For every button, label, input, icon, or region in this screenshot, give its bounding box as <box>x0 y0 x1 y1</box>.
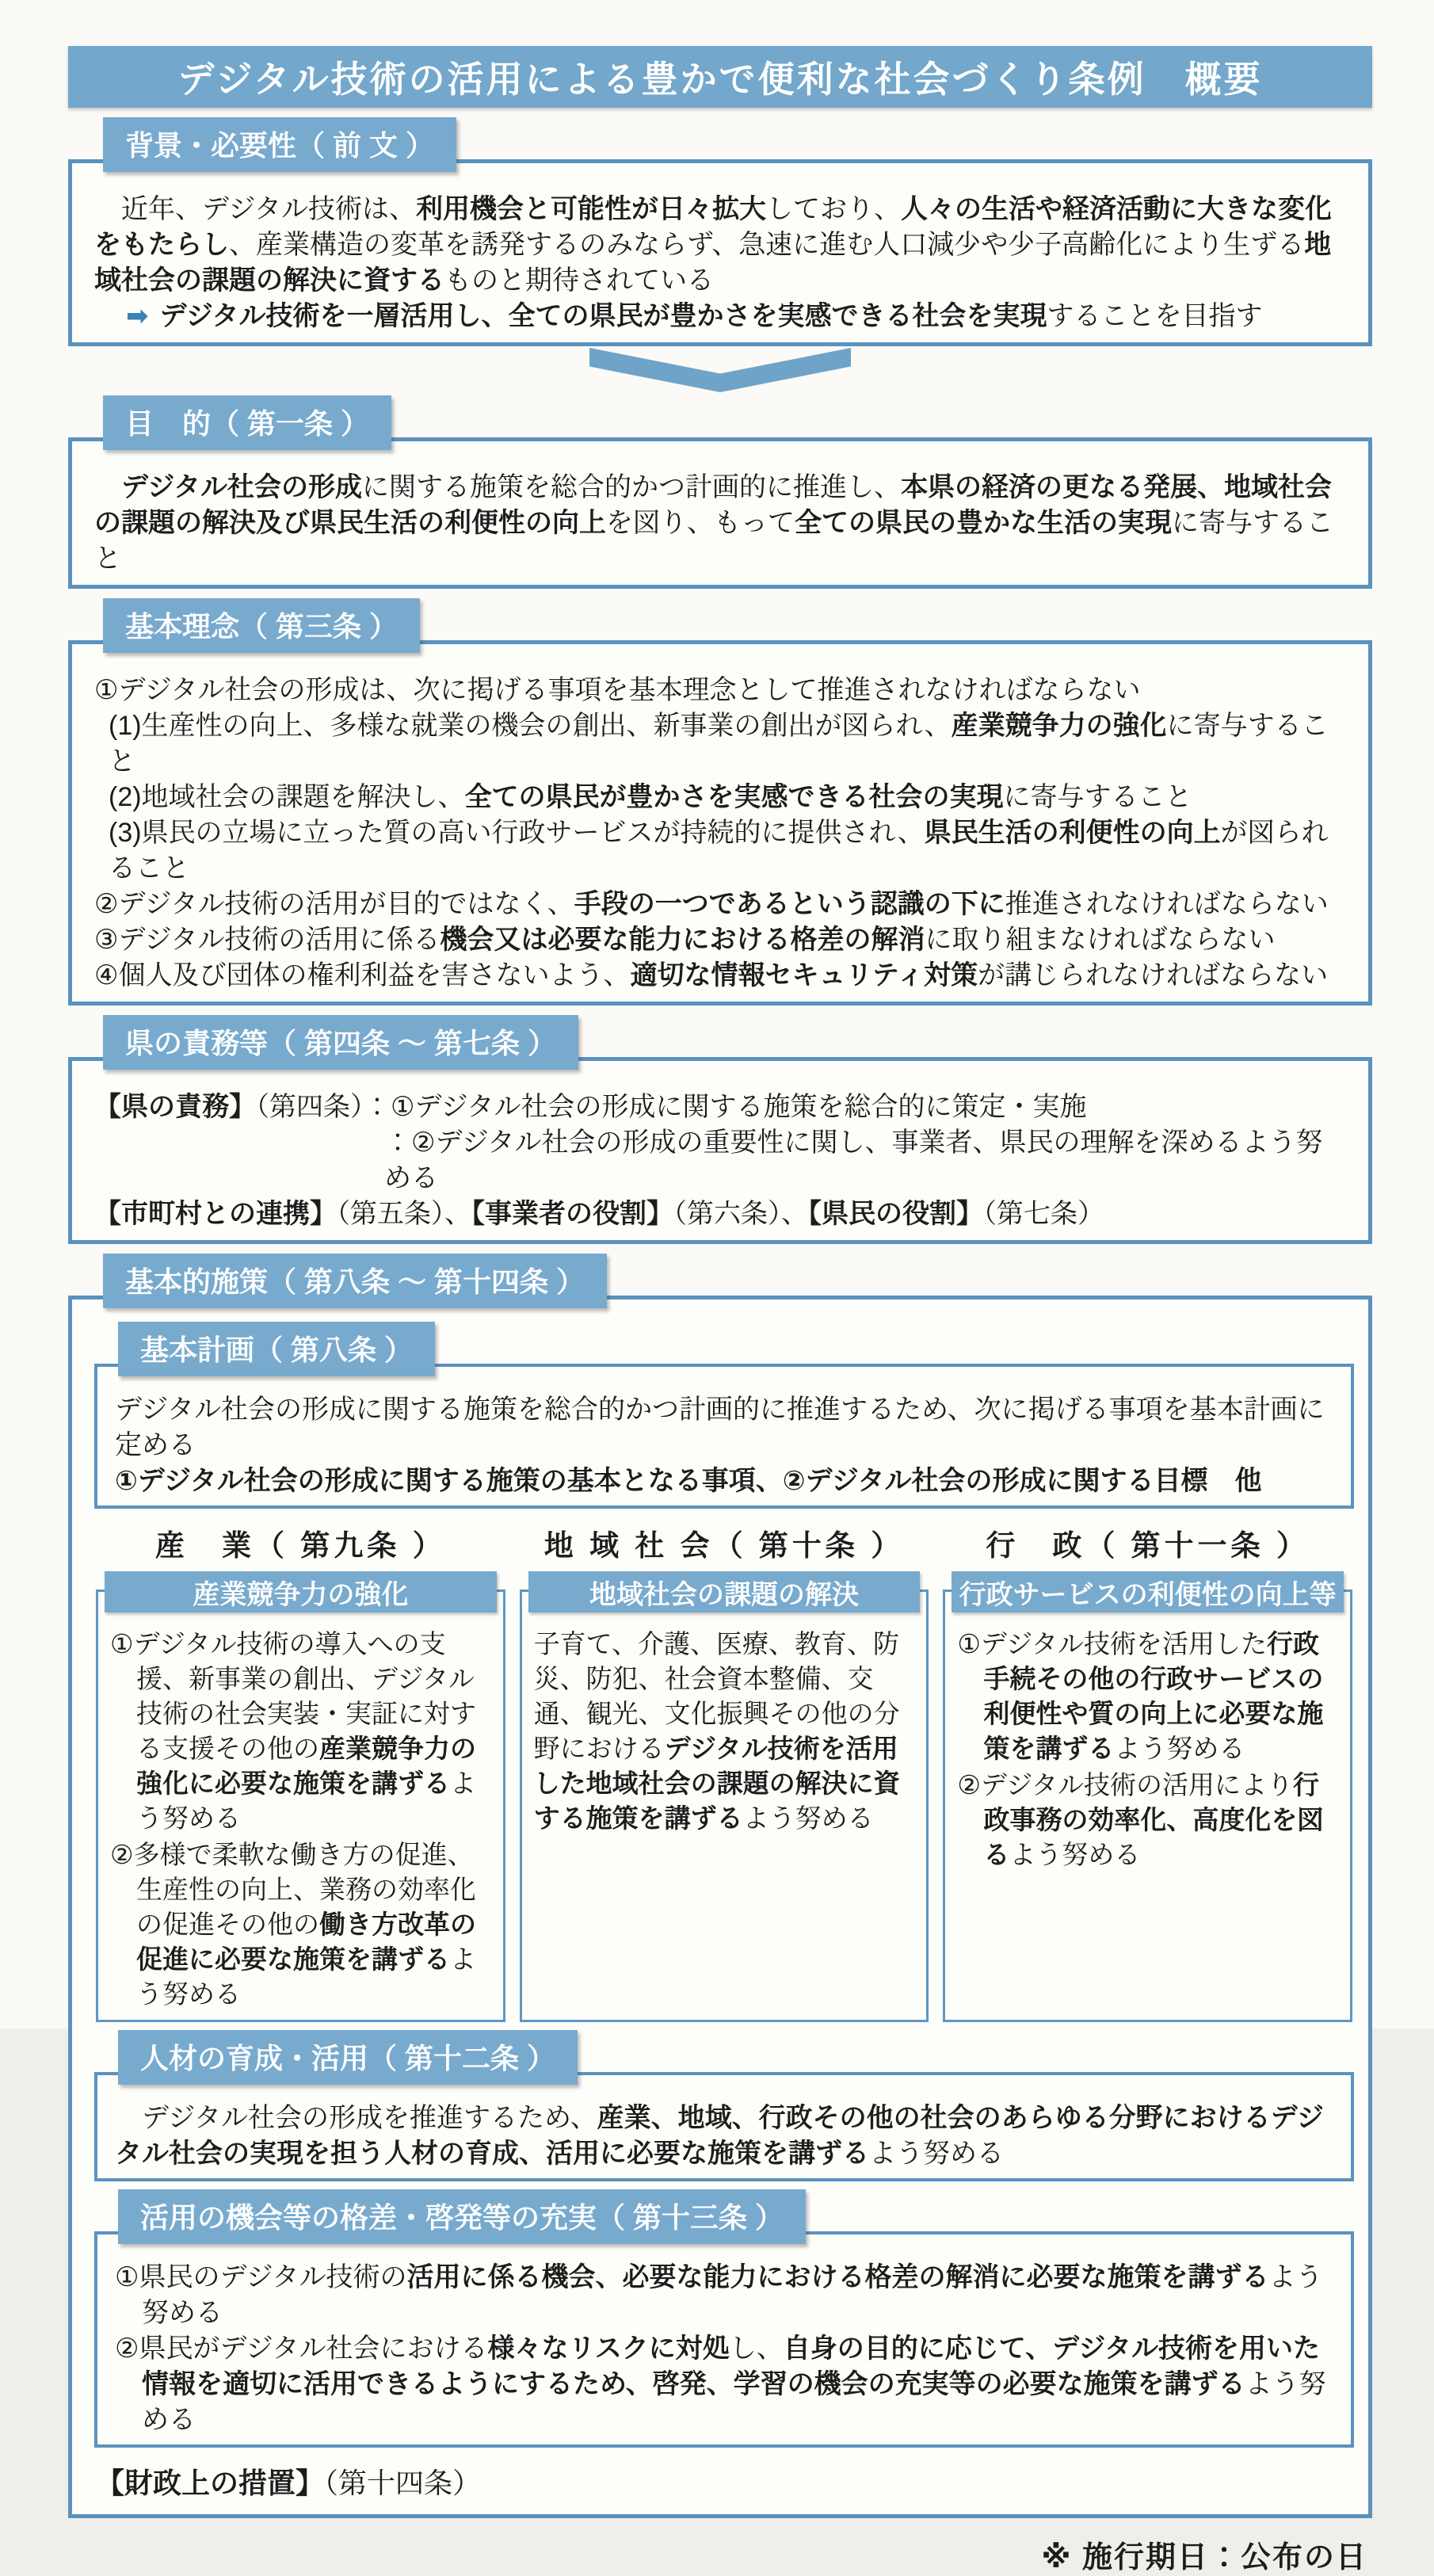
column-industry <box>94 1521 507 2022</box>
column-community-item: 子育て、介護、医療、教育、防災、防犯、社会資本整備、交通、観光、文化振興その他の分野におけるデジタル技術を活用した地域社会の課題の解決に資する施策を講ずるよう努める <box>533 1629 900 1833</box>
duties-line: 【市町村との連携】（第五条）、【事業者の役割】（第六条）、【県民の役割】（第七条） <box>94 1199 1104 1229</box>
gap-box <box>94 2231 1354 2448</box>
subsection-basic-plan <box>94 1322 1354 1509</box>
column-industry-box <box>96 1579 505 2022</box>
duties-line: 【県の責務】（第四条）：①デジタル社会の形成に関する施策を総合的に策定・実施 <box>94 1092 1087 1122</box>
basic-plan-line: ①デジタル社会の形成に関する施策の基本となる事項、②デジタル社会の形成に関する目標 他 <box>115 1466 1262 1496</box>
basic-plan-box <box>94 1364 1354 1509</box>
column-industry-title: 産 業（ 第九条 ） <box>155 1529 446 1562</box>
gap-line: ①県民のデジタル技術の活用に係る機会、必要な能力における格差の解消に必要な施策を講ずるよう努める <box>115 2262 1323 2328</box>
principles-line: ④個人及び団体の権利利益を害さないよう、適切な情報セキュリティ対策が講じられなければならない <box>94 960 1329 990</box>
principles-line: ②デジタル技術の活用が目的ではなく、手段の一つであるという認識の下に推進されなければならない <box>94 889 1329 919</box>
section-background <box>68 117 1372 346</box>
section-measures-heading: 基本的施策（ 第八条 ～ 第十四条 ） <box>103 1254 607 1308</box>
column-government-heading: 行政サービスの利便性の向上等 <box>952 1571 1344 1612</box>
column-community-box <box>520 1579 929 2022</box>
section-duties-heading: 県の責務等（ 第四条 ～ 第七条 ） <box>103 1015 578 1070</box>
fiscal-measures-line: 【財政上の措置】（第十四条） <box>96 2467 482 2499</box>
column-industry-item: ①デジタル技術の導入への支援、新事業の創出、デジタル技術の社会実装・実証に対する支援その他の産業競争力の強化に必要な施策を講ずるよう努める <box>110 1629 476 1833</box>
section-principles <box>68 598 1372 1006</box>
subsection-talent <box>94 2030 1354 2181</box>
duties-line: ：②デジタル社会の形成の重要性に関し、事業者、県民の理解を深めるよう努める <box>384 1128 1323 1193</box>
measures-columns <box>94 1521 1354 2022</box>
talent-box <box>94 2072 1354 2181</box>
section-principles-box <box>68 640 1372 1006</box>
section-duties-box <box>68 1057 1372 1244</box>
subsection-gap <box>94 2189 1354 2448</box>
talent-heading: 人材の育成・活用（ 第十二条 ） <box>118 2030 578 2085</box>
principles-line: (1)生産性の向上、多様な就業の機会の創出、新事業の創出が図られ、産業競争力の強化に寄与すること <box>109 711 1329 777</box>
section-duties <box>68 1015 1372 1244</box>
column-government-item: ①デジタル技術を活用した行政手続その他の行政サービスの利便性や質の向上に必要な施策を講ずるよう努める <box>957 1629 1324 1763</box>
background-goal-line <box>94 299 1349 334</box>
arrow-right-icon: ➡ <box>126 301 149 331</box>
column-government <box>941 1521 1354 2022</box>
talent-text: デジタル社会の形成を推進するため、産業、地域、行政その他の社会のあらゆる分野におけるデジタル社会の実現を担う人材の育成、活用に必要な施策を講ずるよう努める <box>115 2103 1324 2169</box>
column-government-item: ②デジタル技術の活用により行政事務の効率化、高度化を図るよう努める <box>957 1770 1324 1869</box>
section-measures <box>68 1254 1372 2518</box>
purpose-text: デジタル社会の形成に関する施策を総合的かつ計画的に推進し、本県の経済の更なる発展、地域社会の課題の解決及び県民生活の利便性の向上を図り、もって全ての県民の豊かな生活の実現に寄与すること <box>94 472 1333 574</box>
principles-line: (3)県民の立場に立った質の高い行政サービスが持続的に提供され、県民生活の利便性の向上が図られること <box>109 818 1329 883</box>
column-industry-heading: 産業競争力の強化 <box>105 1571 497 1612</box>
column-government-title: 行 政（ 第十一条 ） <box>986 1529 1310 1562</box>
section-background-heading: 背景・必要性（ 前 文 ） <box>103 117 456 172</box>
arrow-down-icon <box>589 348 851 392</box>
background-text: 近年、デジタル技術は、利用機会と可能性が日々拡大しており、人々の生活や経済活動に大きな変化をもたらし、産業構造の変革を誘発するのみならず、急速に進む人口減少や少子高齢化により生ずる地域社会の課題の解決に資するものと期待されている <box>94 194 1332 296</box>
principles-line: (2)地域社会の課題を解決し、全ての県民が豊かさを実感できる社会の実現に寄与すること <box>109 782 1192 812</box>
basic-plan-heading: 基本計画（ 第八条 ） <box>118 1322 435 1376</box>
column-community-heading: 地域社会の課題の解決 <box>528 1571 921 1612</box>
section-principles-heading: 基本理念（ 第三条 ） <box>103 598 420 653</box>
column-industry-item: ②多様で柔軟な働き方の促進、生産性の向上、業務の効率化の促進その他の働き方改革の促進に必要な施策を講ずるよう努める <box>110 1840 476 2009</box>
column-government-box <box>943 1579 1352 2022</box>
gap-line: ②県民がデジタル社会における様々なリスクに対処し、自身の目的に応じて、デジタル技術を用いた情報を適切に活用できるようにするため、啓発、学習の機会の充実等の必要な施策を講ずるよう努める <box>115 2334 1326 2435</box>
section-purpose <box>68 395 1372 589</box>
gap-heading: 活用の機会等の格差・啓発等の充実（ 第十三条 ） <box>118 2189 806 2244</box>
section-background-box <box>68 159 1372 346</box>
section-measures-box <box>68 1296 1372 2518</box>
document-title: デジタル技術の活用による豊かで便利な社会づくり条例 概要 <box>68 46 1372 108</box>
column-community <box>518 1521 931 2022</box>
section-purpose-box <box>68 437 1372 589</box>
basic-plan-line: デジタル社会の形成に関する施策を総合的かつ計画的に推進するため、次に掲げる事項を基本計画に定める <box>115 1395 1325 1460</box>
principles-line: ①デジタル社会の形成は、次に掲げる事項を基本理念として推進されなければならない <box>94 675 1141 705</box>
enforcement-date-note: ※ 施行期日：公布の日 <box>1041 2541 1367 2574</box>
section-purpose-heading: 目 的（ 第一条 ） <box>103 395 391 450</box>
background-goal-text: デジタル技術を一層活用し、全ての県民が豊かさを実感できる社会を実現することを目指す <box>159 301 1263 331</box>
column-community-title: 地 域 社 会（ 第十条 ） <box>543 1529 905 1562</box>
principles-line: ③デジタル技術の活用に係る機会又は必要な能力における格差の解消に取り組まなければならない <box>94 925 1276 955</box>
